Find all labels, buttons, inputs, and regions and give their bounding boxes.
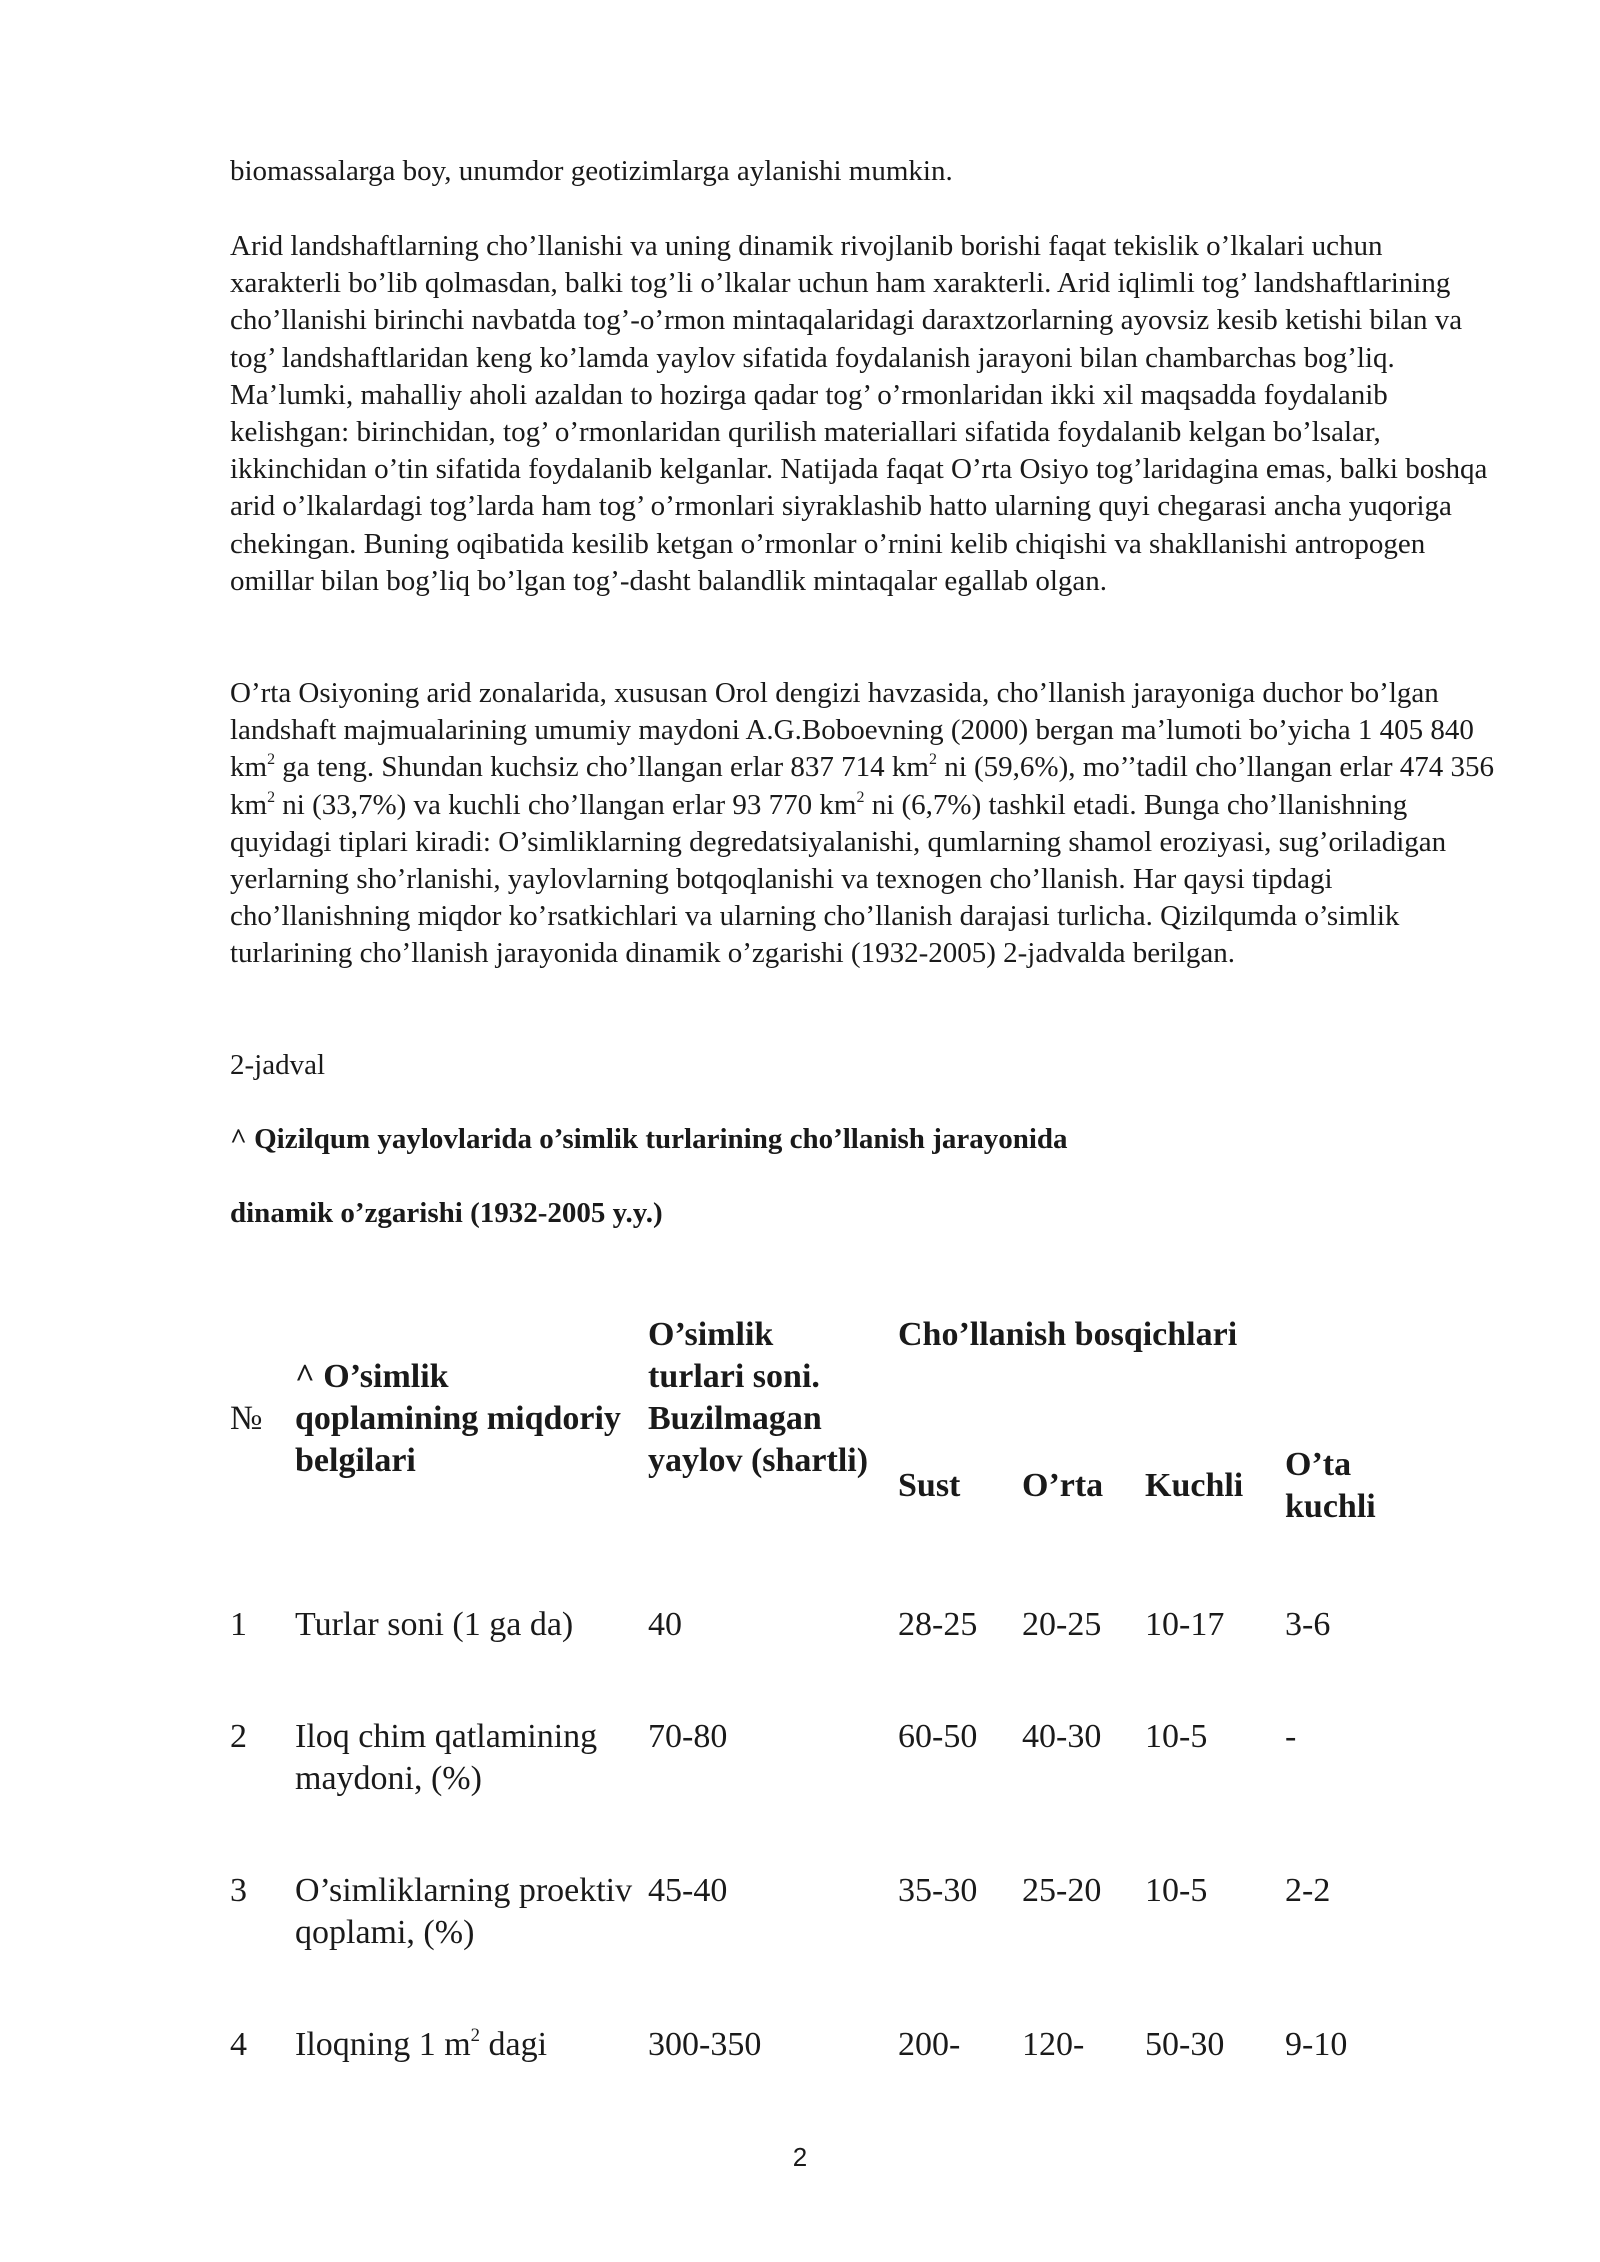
row-2-ota: - xyxy=(1285,1718,1297,1755)
table-title-line-1: ^ Qizilqum yaylovlarida o’simlik turlarining cho’llanish jarayonida xyxy=(230,1123,1068,1155)
superscript: 2 xyxy=(267,788,276,806)
paragraph-3-text-c: ni (59,6%), mo’’tadil cho’llangan erlar 474 356 km xyxy=(230,751,1494,821)
row-3-kuchli: 10-5 xyxy=(1145,1872,1208,1909)
row-2-kuchli: 10-5 xyxy=(1145,1718,1208,1755)
row-2-feature: Iloq chim qatlamining maydoni, (%) xyxy=(295,1718,598,1797)
row-3-species: 45-40 xyxy=(648,1872,728,1909)
header-stages: Cho’llanish bosqichlari xyxy=(898,1316,1238,1353)
header-orta: O’rta xyxy=(1022,1467,1104,1504)
row-4-feature-text-tail: dagi xyxy=(480,2026,548,2063)
paragraph-3-text-d: ni (33,7%) va kuchli cho’llangan erlar 93 770 km xyxy=(275,788,857,821)
row-2-orta: 40-30 xyxy=(1022,1718,1102,1755)
header-ota-kuchli: O’ta kuchli xyxy=(1285,1446,1376,1525)
row-4-ota: 9-10 xyxy=(1285,2026,1348,2063)
paragraph-3 xyxy=(230,675,1500,973)
row-3-ota: 2-2 xyxy=(1285,1872,1331,1909)
table-label: 2-jadval xyxy=(230,1049,326,1081)
header-kuchli: Kuchli xyxy=(1145,1467,1244,1504)
row-3-number: 3 xyxy=(230,1872,247,1909)
row-2-sust: 60-50 xyxy=(898,1718,978,1755)
row-3-sust: 35-30 xyxy=(898,1872,978,1909)
row-2-species: 70-80 xyxy=(648,1718,728,1755)
row-1-kuchli: 10-17 xyxy=(1145,1606,1225,1643)
row-1-sust: 28-25 xyxy=(898,1606,978,1643)
superscript: 2 xyxy=(928,751,937,769)
row-1-feature: Turlar soni (1 ga da) xyxy=(295,1606,574,1643)
page-number: 2 xyxy=(792,2142,808,2172)
paragraph-3-text-e: ni (6,7%) tashkil etadi. Bunga cho’llanishning quyidagi tiplari kiradi: O’simliklarning degredatsiyalanishi, qumlarning shamol eroziyasi, sug’oriladigan yerlarning sho’rlanishi, yaylovlarning botqoqlanishi va texnogen cho’llanish. Har qaysi tipdagi cho’llanishning miqdor ko’rsatkichlari va ularning cho’llanish darajasi turlicha. Qizilqumda o’simlik turlarining cho’llanish jarayonida dinamik o’zgarishi (1932-2005) 2-jadvalda berilgan. xyxy=(230,788,1447,970)
row-1-species: 40 xyxy=(648,1606,682,1643)
superscript: 2 xyxy=(470,2024,481,2046)
row-4-feature-text: Iloqning 1 m xyxy=(295,2026,471,2063)
paragraph-3-text-b: ga teng. Shundan kuchsiz cho’llangan erlar 837 714 km xyxy=(275,751,929,784)
table-title-line-2: dinamik o’zgarishi (1932-2005 y.y.) xyxy=(230,1197,663,1229)
header-species: O’simlik turlari soni. Buzilmagan yaylov (shartli) xyxy=(648,1316,869,1479)
row-3-feature: O’simliklarning proektiv qoplami, (%) xyxy=(295,1872,633,1951)
row-4-feature xyxy=(295,2024,635,2066)
row-2-number: 2 xyxy=(230,1718,247,1755)
header-feature: ^ O’simlik qoplamining miqdoriy belgilari xyxy=(295,1358,621,1479)
paragraph-3-text-a: O’rta Osiyoning arid zonalarida, xususan Orol dengizi havzasida, cho’llanish jarayoniga duchor bo’lgan landshaft majmualarining umumiy maydoni A.G.Boboevning (2000) bergan ma’lumoti bo’yicha 1 405 840 km xyxy=(230,677,1474,784)
superscript: 2 xyxy=(267,751,276,769)
header-sust: Sust xyxy=(898,1467,961,1504)
row-1-ota: 3-6 xyxy=(1285,1606,1331,1643)
header-number: № xyxy=(230,1400,263,1437)
paragraph-1: biomassalarga boy, unumdor geotizimlarga aylanishi mumkin. xyxy=(230,155,953,187)
superscript: 2 xyxy=(856,788,865,806)
row-3-orta: 25-20 xyxy=(1022,1872,1102,1909)
row-4-sust: 200- xyxy=(898,2026,961,2063)
row-4-kuchli: 50-30 xyxy=(1145,2026,1225,2063)
row-4-species: 300-350 xyxy=(648,2026,762,2063)
paragraph-2: Arid landshaftlarning cho’llanishi va uning dinamik rivojlanib borishi faqat tekislik o’lkalari uchun xarakterli bo’lib qolmasdan, balki tog’li o’lkalar uchun ham xarakterli. Arid iqlimli tog’ landshaftlarining cho’llanishi birinchi navbatda tog’-o’rmon mintaqalaridagi daraxtzorlarning ayovsiz kesib ketishi bilan va tog’ landshaftlaridan keng ko’lamda yaylov sifatida foydalanish jarayoni bilan chambarchas bog’liq. Ma’lumki, mahalliy aholi azaldan to hozirga qadar tog’ o’rmonlaridan ikki xil maqsadda foydalanib kelishgan: birinchidan, tog’ o’rmonlaridan qurilish materiallari sifatida foydalanib kelgan bo’lsalar, ikkinchidan o’tin sifatida foydalanib kelganlar. Natijada faqat O’rta Osiyo tog’laridagina emas, balki boshqa arid o’lkalardagi tog’larda ham tog’ o’rmonlari siyraklashib hatto ularning quyi chegarasi ancha yuqoriga chekingan. Buning oqibatida kesilib ketgan o’rmonlar o’rnini kelib chiqishi va shakllanishi antropogen omillar bilan bog’liq bo’lgan tog’-dasht balandlik mintaqalar egallab olgan. xyxy=(230,230,1488,597)
row-1-orta: 20-25 xyxy=(1022,1606,1102,1643)
row-1-number: 1 xyxy=(230,1606,247,1643)
row-4-number: 4 xyxy=(230,2026,247,2063)
row-4-orta: 120- xyxy=(1022,2026,1085,2063)
